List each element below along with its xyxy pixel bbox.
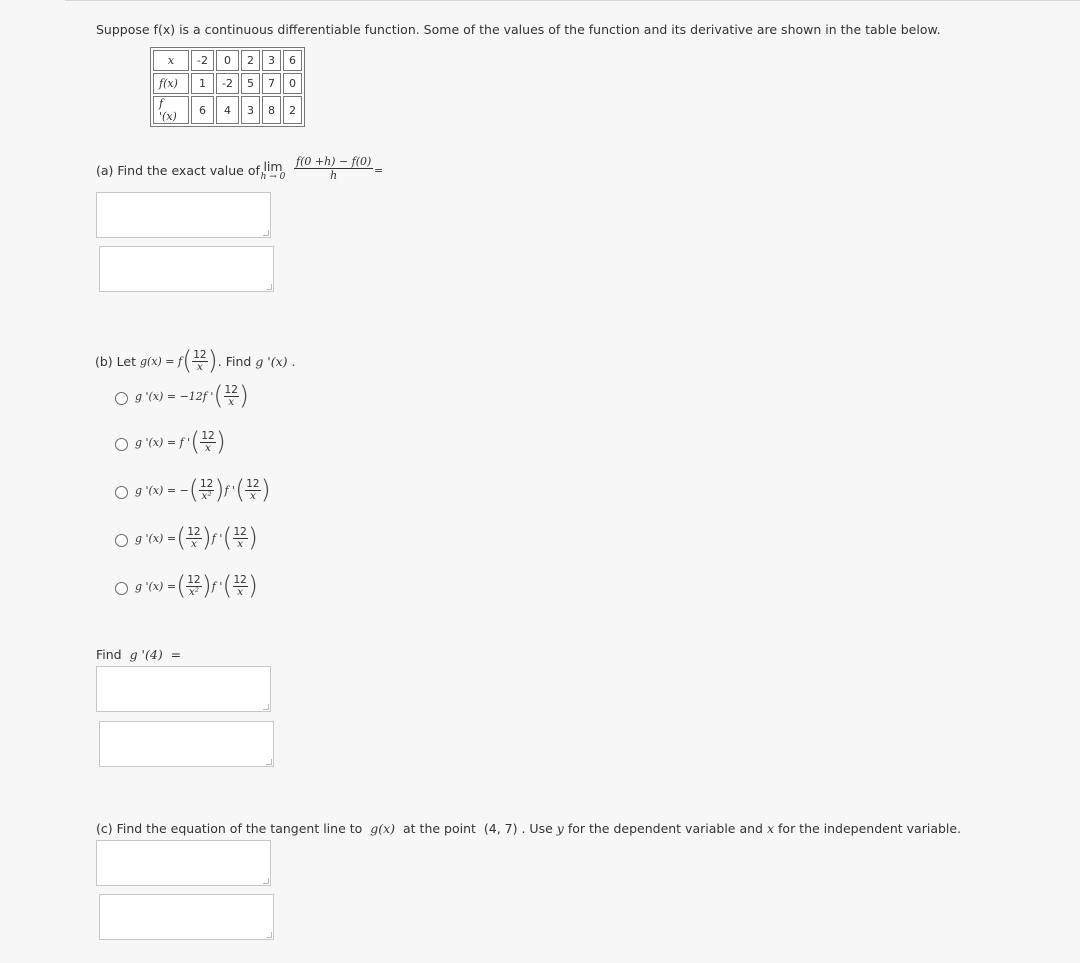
paren-open: ( — [222, 523, 233, 553]
paren-close: ) — [238, 381, 250, 411]
at-point-text: at the point — [403, 821, 476, 836]
table-cell: 0 — [216, 50, 239, 71]
option-3-radio[interactable] — [115, 486, 128, 499]
find-text: . Find — [217, 353, 252, 369]
table-cell: 2 — [283, 96, 302, 124]
paren-close: ) — [201, 523, 212, 553]
paren-close: ) — [215, 427, 226, 457]
frac-den: x — [237, 537, 244, 550]
gprime-label: g '(x) = — [135, 579, 177, 593]
option-2-radio[interactable] — [115, 438, 128, 451]
frac-num: 12 — [233, 573, 247, 586]
table-row — [153, 96, 302, 124]
top-divider — [65, 0, 1080, 5]
fraction — [186, 575, 201, 598]
dq-denominator: h — [330, 169, 338, 182]
equals-sign: = — [374, 164, 384, 177]
values-table — [150, 47, 305, 127]
table-row — [153, 73, 302, 94]
fraction — [200, 431, 215, 454]
gprime-label: g '(x) = — [135, 389, 177, 403]
gx-label: g(x) — [370, 821, 396, 836]
lim-label: lim — [263, 159, 283, 174]
answer-c-input[interactable] — [96, 840, 271, 886]
fraction — [224, 385, 239, 408]
option-5-radio[interactable] — [115, 582, 128, 595]
paren-open: ( — [190, 427, 201, 457]
frac-den: x — [196, 360, 203, 373]
paren-close: ) — [260, 475, 271, 505]
answer-b-input-2[interactable] — [99, 721, 274, 767]
frac-num: 12 — [201, 429, 215, 442]
y-var: y — [556, 821, 564, 836]
frac-den: x — [237, 585, 244, 598]
table-cell: 1 — [191, 73, 214, 94]
part-c-prompt — [96, 821, 961, 836]
frac-den: x² — [188, 585, 199, 598]
frac-num: 12 — [199, 477, 214, 490]
point-value: (4, 7) — [483, 821, 518, 836]
option-3-label — [135, 475, 271, 505]
x-var: x — [766, 821, 775, 836]
frac-num: 12 — [187, 573, 201, 586]
table-cell: 2 — [241, 50, 260, 71]
option-4-radio[interactable] — [115, 534, 128, 547]
paren-close: ) — [247, 571, 259, 601]
table-cell: 5 — [241, 73, 260, 94]
frac-den: x — [249, 489, 256, 502]
answer-c-input-2[interactable] — [99, 894, 274, 940]
row-label: f '(x) — [153, 96, 189, 124]
option-4-label — [135, 523, 258, 553]
table-cell: 6 — [191, 96, 214, 124]
paren-open: ( — [222, 571, 233, 601]
g-definition: g(x) = f — [139, 354, 183, 368]
option-mid: f ' — [211, 531, 223, 545]
option-2-label — [135, 427, 226, 457]
paren-close: ) — [201, 571, 212, 601]
table-cell: 8 — [262, 96, 281, 124]
part-b-prompt — [95, 346, 296, 376]
table-cell: 3 — [262, 50, 281, 71]
frac-num: 12 — [193, 348, 207, 361]
paren-open: ( — [176, 523, 187, 553]
difference-quotient — [294, 155, 373, 182]
dq-numerator: f(0 +h) − f(0) — [296, 155, 372, 168]
table-cell: 3 — [241, 96, 260, 124]
answer-a-input[interactable] — [96, 192, 271, 238]
paren-open: ( — [235, 475, 246, 505]
paren-open: ( — [182, 346, 193, 376]
find-g4-prompt — [96, 647, 181, 662]
row-label: x — [153, 50, 189, 71]
paren-close: ) — [207, 346, 218, 376]
fraction — [245, 479, 260, 502]
fraction — [233, 575, 248, 598]
paren-open: ( — [188, 475, 199, 505]
part-c-text: (c) Find the equation of the tangent line to — [96, 821, 363, 836]
row-label: f(x) — [153, 73, 189, 94]
option-mid: f ' — [224, 483, 236, 497]
frac-den: x — [190, 537, 197, 550]
frac-num: 12 — [224, 383, 238, 396]
lim-subscript: h → 0 — [260, 172, 286, 182]
table-cell: -2 — [191, 50, 214, 71]
option-prefix: − — [179, 483, 189, 497]
part-a-prompt: (a) Find the exact value of — [96, 163, 260, 178]
table-cell: 7 — [262, 73, 281, 94]
table-cell: -2 — [216, 73, 239, 94]
limit-expression — [258, 159, 288, 182]
fraction — [192, 350, 207, 373]
option-prefix: −12f ' — [179, 389, 214, 403]
answer-b-input[interactable] — [96, 666, 271, 712]
dep-text: for the dependent variable and — [567, 821, 763, 836]
table-cell: 4 — [216, 96, 239, 124]
option-5-label — [135, 571, 258, 601]
fraction — [199, 479, 214, 502]
paren-close: ) — [247, 523, 259, 553]
answer-a-input-2[interactable] — [99, 246, 274, 292]
option-1-radio[interactable] — [115, 392, 128, 405]
table-cell: 6 — [283, 50, 302, 71]
option-1-label — [135, 381, 249, 411]
part-b-let: (b) Let — [95, 353, 136, 369]
frac-den: x — [228, 395, 235, 408]
table-row — [153, 50, 302, 71]
fraction — [233, 527, 248, 550]
option-prefix: f ' — [179, 435, 191, 449]
frac-den: x — [205, 441, 211, 454]
g4-label: g '(4) — [129, 647, 163, 662]
table-cell: 0 — [283, 73, 302, 94]
gprime-label: g '(x) = — [135, 483, 177, 497]
find-label: Find — [96, 647, 122, 662]
frac-num: 12 — [246, 477, 260, 490]
gprime-label: g '(x) = — [135, 435, 177, 449]
frac-den: x² — [201, 489, 212, 502]
intro-text: Suppose f(x) is a continuous differentiable function. Some of the values of the function and its derivative are shown in the table below. — [96, 22, 941, 37]
frac-num: 12 — [187, 525, 201, 538]
paren-open: ( — [176, 571, 187, 601]
gprime-label: g '(x) = — [135, 531, 177, 545]
fraction — [186, 527, 201, 550]
indep-text: for the independent variable. — [778, 821, 962, 836]
equals-sign: = — [170, 647, 182, 662]
find-target: g '(x) . — [255, 353, 296, 369]
use-text: . Use — [521, 821, 553, 836]
paren-close: ) — [214, 475, 225, 505]
paren-open: ( — [213, 381, 224, 411]
option-mid: f ' — [211, 579, 223, 593]
frac-num: 12 — [233, 525, 247, 538]
